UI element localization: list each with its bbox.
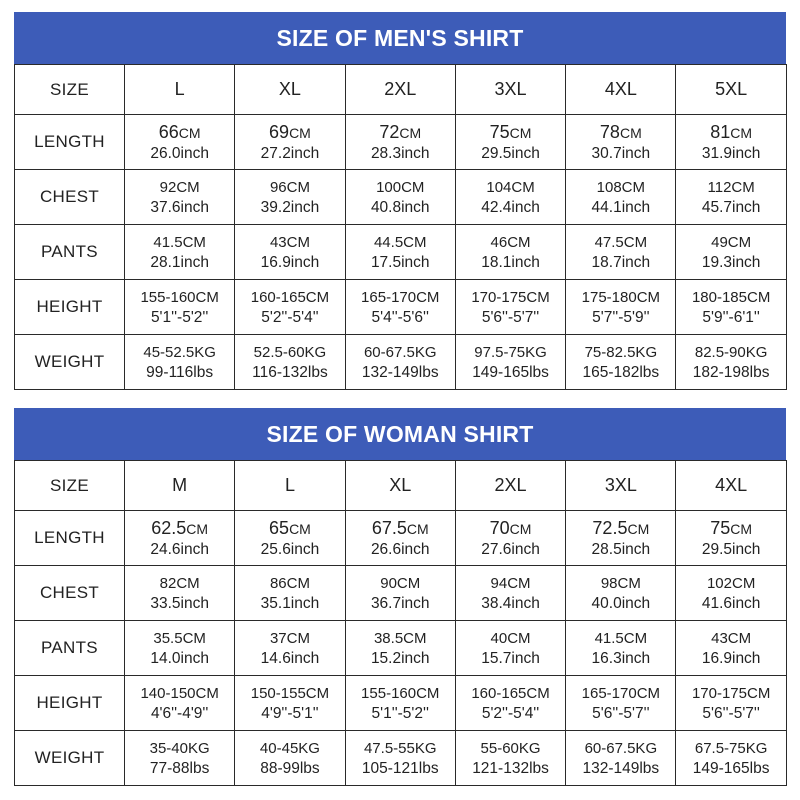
measurement-cell: [345, 731, 455, 786]
metric-value: 165-170CM: [581, 684, 661, 702]
measurement-cell: [455, 225, 565, 280]
imperial-value: 30.7inch: [591, 144, 651, 162]
measurement-cell: [125, 280, 235, 335]
metric-value: 112CM: [707, 178, 755, 196]
measurement-cell: [125, 170, 235, 225]
metric-value: 41.5CM: [153, 233, 206, 251]
size-row-label: SIZE: [15, 65, 125, 115]
cm-number: 69: [269, 121, 290, 142]
metric-value: 67.5-75KG: [694, 739, 768, 757]
measurement-cell: [235, 566, 345, 621]
imperial-value: 16.9inch: [701, 649, 761, 667]
measurement-cell: [676, 280, 786, 335]
metric-value: 75-82.5KG: [584, 343, 658, 361]
imperial-value: 5'1''-5'2'': [371, 704, 429, 722]
measurement-cell: [566, 566, 676, 621]
imperial-value: 5'6''-5'7'': [702, 704, 760, 722]
measurement-label: WEIGHT: [15, 731, 125, 786]
measurement-cell: [235, 511, 345, 566]
men-chart-title: SIZE OF MEN'S SHIRT: [14, 12, 786, 64]
imperial-value: 99-116lbs: [146, 363, 214, 381]
metric-value: 92CM: [159, 178, 200, 196]
measurement-label: WEIGHT: [15, 335, 125, 390]
measurement-cell: [676, 731, 786, 786]
imperial-value: 26.0inch: [150, 144, 209, 162]
cm-number: 81: [710, 121, 731, 142]
measurement-cell: [566, 115, 676, 170]
measurement-cell: [345, 511, 455, 566]
measurement-label: CHEST: [15, 566, 125, 621]
size-header-row: [15, 461, 787, 511]
size-header-cell: 2XL: [455, 461, 565, 511]
size-header-cell: XL: [235, 65, 345, 115]
metric-value: 140-150CM: [140, 684, 219, 702]
imperial-value: 27.2inch: [260, 144, 320, 162]
cm-number: 66: [158, 121, 179, 142]
cm-number: 78: [599, 121, 620, 142]
metric-value: 155-160CM: [361, 684, 440, 702]
measurement-row-length: [15, 115, 787, 170]
women-size-table: [14, 460, 787, 786]
measurement-row-height: [15, 676, 787, 731]
measurement-row-weight: [15, 335, 787, 390]
measurement-cell: [566, 621, 676, 676]
cm-unit: CM: [619, 124, 642, 141]
imperial-value: 105-121lbs: [361, 759, 439, 777]
imperial-value: 19.3inch: [701, 253, 761, 271]
cm-value: [456, 518, 565, 540]
size-header-cell: XL: [345, 461, 455, 511]
imperial-value: 33.5inch: [150, 594, 209, 612]
metric-value: 102CM: [706, 574, 756, 592]
metric-value: 40-45KG: [259, 739, 320, 757]
imperial-value: 149-165lbs: [472, 363, 549, 381]
metric-value: 47.5CM: [594, 233, 648, 251]
cm-unit: CM: [730, 124, 753, 141]
measurement-cell: [566, 280, 676, 335]
imperial-value: 18.1inch: [481, 253, 540, 271]
measurement-cell: [235, 621, 345, 676]
imperial-value: 38.4inch: [481, 594, 540, 612]
measurement-label: CHEST: [15, 170, 125, 225]
cm-number: 65: [269, 517, 290, 538]
size-header-cell: 3XL: [566, 461, 676, 511]
measurement-cell: [125, 676, 235, 731]
men-size-chart: [14, 12, 786, 390]
cm-unit: CM: [509, 520, 532, 537]
metric-value: 60-67.5KG: [584, 739, 658, 757]
imperial-value: 29.5inch: [481, 144, 540, 162]
metric-value: 100CM: [376, 178, 425, 196]
metric-value: 38.5CM: [373, 629, 427, 647]
metric-value: 165-170CM: [361, 288, 440, 306]
measurement-cell: [235, 676, 345, 731]
measurement-cell: [345, 225, 455, 280]
measurement-cell: [566, 676, 676, 731]
imperial-value: 5'6''-5'7'': [481, 308, 540, 326]
metric-value: 150-155CM: [250, 684, 330, 702]
imperial-value: 27.6inch: [481, 540, 540, 558]
metric-value: 49CM: [711, 233, 752, 251]
metric-value: 104CM: [486, 178, 535, 196]
imperial-value: 149-165lbs: [692, 759, 770, 777]
cm-unit: CM: [289, 520, 311, 537]
measurement-cell: [125, 225, 235, 280]
imperial-value: 5'6''-5'7'': [592, 704, 650, 722]
women-chart-title: SIZE OF WOMAN SHIRT: [14, 408, 786, 460]
measurement-label: PANTS: [15, 225, 125, 280]
metric-value: 35-40KG: [149, 739, 210, 757]
measurement-row-pants: [15, 621, 787, 676]
imperial-value: 26.6inch: [370, 540, 430, 558]
imperial-value: 88-99lbs: [260, 759, 320, 777]
imperial-value: 31.9inch: [701, 144, 761, 162]
measurement-cell: [345, 170, 455, 225]
cm-unit: CM: [509, 124, 532, 141]
measurement-row-pants: [15, 225, 787, 280]
measurement-cell: [676, 115, 786, 170]
measurement-label: LENGTH: [15, 115, 125, 170]
metric-value: 180-185CM: [691, 288, 771, 306]
metric-value: 82CM: [159, 574, 200, 592]
cm-unit: CM: [289, 124, 311, 141]
metric-value: 55-60KG: [480, 739, 541, 757]
measurement-cell: [345, 676, 455, 731]
metric-value: 160-165CM: [250, 288, 330, 306]
measurement-label: HEIGHT: [15, 280, 125, 335]
measurement-cell: [235, 115, 345, 170]
imperial-value: 15.7inch: [481, 649, 540, 667]
metric-value: 35.5CM: [153, 629, 206, 647]
metric-value: 96CM: [269, 178, 310, 196]
metric-value: 97.5-75KG: [474, 343, 547, 361]
imperial-value: 4'6''-4'9'': [150, 704, 209, 722]
imperial-value: 25.6inch: [260, 540, 320, 558]
imperial-value: 116-132lbs: [252, 363, 328, 381]
metric-value: 170-175CM: [471, 288, 550, 306]
imperial-value: 5'9''-6'1'': [702, 308, 760, 326]
measurement-cell: [235, 225, 345, 280]
measurement-cell: [125, 566, 235, 621]
imperial-value: 18.7inch: [591, 253, 651, 271]
metric-value: 155-160CM: [140, 288, 219, 306]
metric-value: 108CM: [596, 178, 646, 196]
measurement-cell: [345, 280, 455, 335]
imperial-value: 28.3inch: [370, 144, 430, 162]
measurement-cell: [345, 115, 455, 170]
imperial-value: 40.8inch: [370, 198, 430, 216]
metric-value: 45-52.5KG: [143, 343, 216, 361]
cm-unit: CM: [186, 520, 209, 537]
imperial-value: 5'4''-5'6'': [371, 308, 429, 326]
cm-number: 67.5: [371, 517, 407, 538]
measurement-cell: [566, 225, 676, 280]
metric-value: 47.5-55KG: [363, 739, 437, 757]
measurement-cell: [676, 225, 786, 280]
measurement-cell: [676, 621, 786, 676]
size-header-cell: L: [235, 461, 345, 511]
size-header-cell: 4XL: [676, 461, 786, 511]
size-header-cell: 5XL: [676, 65, 786, 115]
imperial-value: 5'2''-5'4'': [261, 308, 319, 326]
cm-value: [125, 518, 234, 540]
measurement-cell: [676, 170, 786, 225]
metric-value: 37CM: [269, 629, 310, 647]
cm-value: [456, 122, 565, 144]
measurement-cell: [345, 566, 455, 621]
metric-value: 86CM: [269, 574, 310, 592]
size-header-cell: L: [125, 65, 235, 115]
cm-number: 75: [489, 121, 510, 142]
imperial-value: 28.5inch: [591, 540, 651, 558]
measurement-cell: [345, 335, 455, 390]
imperial-value: 24.6inch: [150, 540, 209, 558]
measurement-cell: [235, 335, 345, 390]
measurement-row-height: [15, 280, 787, 335]
measurement-row-chest: [15, 566, 787, 621]
metric-value: 41.5CM: [594, 629, 648, 647]
metric-value: 40CM: [490, 629, 531, 647]
metric-value: 46CM: [490, 233, 531, 251]
measurement-cell: [345, 621, 455, 676]
imperial-value: 36.7inch: [370, 594, 430, 612]
measurement-row-weight: [15, 731, 787, 786]
imperial-value: 44.1inch: [591, 198, 651, 216]
women-size-chart: [14, 408, 786, 786]
size-header-cell: 3XL: [455, 65, 565, 115]
imperial-value: 28.1inch: [150, 253, 209, 271]
size-header-row: [15, 65, 787, 115]
measurement-row-length: [15, 511, 787, 566]
metric-value: 60-67.5KG: [363, 343, 437, 361]
measurement-cell: [455, 731, 565, 786]
measurement-cell: [455, 170, 565, 225]
measurement-cell: [566, 170, 676, 225]
measurement-cell: [235, 170, 345, 225]
metric-value: 90CM: [380, 574, 421, 592]
cm-value: [566, 518, 675, 540]
metric-value: 94CM: [490, 574, 531, 592]
imperial-value: 17.5inch: [370, 253, 430, 271]
cm-value: [346, 122, 455, 144]
metric-value: 82.5-90KG: [694, 343, 768, 361]
measurement-cell: [455, 621, 565, 676]
measurement-cell: [676, 335, 786, 390]
imperial-value: 35.1inch: [260, 594, 320, 612]
measurement-cell: [455, 115, 565, 170]
cm-unit: CM: [399, 124, 422, 141]
men-size-table: [14, 64, 787, 390]
imperial-value: 5'1''-5'2'': [150, 308, 209, 326]
cm-unit: CM: [406, 520, 429, 537]
imperial-value: 182-198lbs: [692, 363, 770, 381]
metric-value: 44.5CM: [373, 233, 427, 251]
cm-number: 62.5: [151, 517, 187, 538]
cm-unit: CM: [627, 520, 650, 537]
measurement-cell: [455, 280, 565, 335]
cm-value: [676, 518, 785, 540]
measurement-cell: [235, 731, 345, 786]
size-row-label: SIZE: [15, 461, 125, 511]
cm-number: 70: [489, 517, 510, 538]
metric-value: 170-175CM: [691, 684, 771, 702]
metric-value: 43CM: [711, 629, 752, 647]
cm-unit: CM: [178, 124, 201, 141]
imperial-value: 121-132lbs: [472, 759, 549, 777]
measurement-row-chest: [15, 170, 787, 225]
imperial-value: 16.9inch: [260, 253, 320, 271]
measurement-cell: [125, 115, 235, 170]
imperial-value: 29.5inch: [701, 540, 761, 558]
size-header-cell: 2XL: [345, 65, 455, 115]
imperial-value: 37.6inch: [150, 198, 209, 216]
cm-value: [235, 122, 344, 144]
measurement-cell: [455, 511, 565, 566]
cm-unit: CM: [730, 520, 753, 537]
cm-number: 72.5: [592, 517, 628, 538]
measurement-cell: [676, 676, 786, 731]
cm-value: [125, 122, 234, 144]
cm-value: [566, 122, 675, 144]
metric-value: 160-165CM: [471, 684, 550, 702]
imperial-value: 5'7''-5'9'': [592, 308, 650, 326]
measurement-cell: [125, 335, 235, 390]
measurement-cell: [676, 566, 786, 621]
imperial-value: 39.2inch: [260, 198, 320, 216]
measurement-cell: [455, 335, 565, 390]
metric-value: 98CM: [600, 574, 641, 592]
measurement-label: HEIGHT: [15, 676, 125, 731]
metric-value: 43CM: [269, 233, 310, 251]
cm-number: 72: [379, 121, 400, 142]
measurement-cell: [566, 731, 676, 786]
measurement-cell: [125, 621, 235, 676]
imperial-value: 45.7inch: [701, 198, 761, 216]
measurement-cell: [125, 511, 235, 566]
metric-value: 175-180CM: [581, 288, 661, 306]
measurement-label: LENGTH: [15, 511, 125, 566]
measurement-cell: [566, 511, 676, 566]
measurement-cell: [566, 335, 676, 390]
metric-value: 52.5-60KG: [253, 343, 327, 361]
size-header-cell: 4XL: [566, 65, 676, 115]
cm-value: [235, 518, 344, 540]
imperial-value: 41.6inch: [701, 594, 761, 612]
cm-value: [676, 122, 785, 144]
measurement-cell: [455, 566, 565, 621]
imperial-value: 42.4inch: [481, 198, 540, 216]
cm-number: 75: [710, 517, 731, 538]
imperial-value: 14.0inch: [150, 649, 209, 667]
imperial-value: 14.6inch: [260, 649, 320, 667]
imperial-value: 15.2inch: [370, 649, 430, 667]
imperial-value: 4'9''-5'1'': [261, 704, 319, 722]
measurement-cell: [455, 676, 565, 731]
imperial-value: 16.3inch: [591, 649, 651, 667]
cm-value: [346, 518, 455, 540]
measurement-cell: [235, 280, 345, 335]
imperial-value: 5'2''-5'4'': [481, 704, 540, 722]
size-header-cell: M: [125, 461, 235, 511]
imperial-value: 165-182lbs: [582, 363, 660, 381]
imperial-value: 132-149lbs: [582, 759, 660, 777]
measurement-cell: [676, 511, 786, 566]
measurement-label: PANTS: [15, 621, 125, 676]
imperial-value: 40.0inch: [591, 594, 651, 612]
imperial-value: 132-149lbs: [361, 363, 439, 381]
measurement-cell: [125, 731, 235, 786]
imperial-value: 77-88lbs: [149, 759, 210, 777]
